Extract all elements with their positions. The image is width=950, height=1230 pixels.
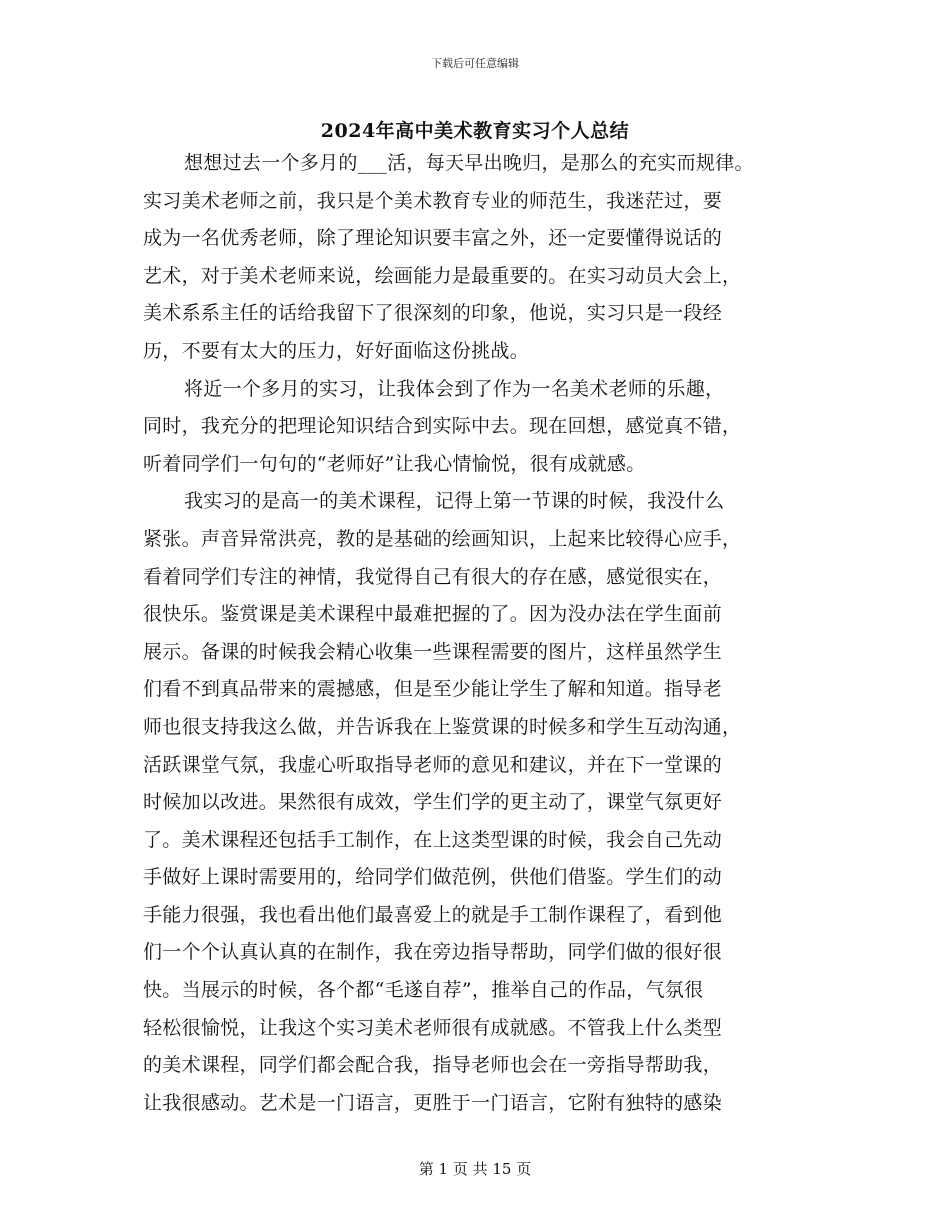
body-line: 紧张。声音异常洪亮，教的是基础的绘画知识，上起来比较得心应手， (143, 527, 742, 550)
body-line: 艺术，对于美术老师来说，绘画能力是最重要的。在实习动员大会上， (143, 264, 742, 287)
body-line: 的美术课程，同学们都会配合我，指导老师也会在一旁指导帮助我， (143, 1054, 723, 1077)
body-line: 手做好上课时需要用的，给同学们做范例，供他们借鉴。学生们的动 (143, 866, 723, 889)
body-line: 手能力很强，我也看出他们最喜爱上的就是手工制作课程了，看到他 (143, 903, 723, 926)
body-line: 轻松很愉悦，让我这个实习美术老师很有成就感。不管我上什么类型 (143, 1016, 723, 1039)
body-line: 实习美术老师之前，我只是个美术教育专业的师范生，我迷茫过，要 (143, 189, 723, 212)
body-line: 看着同学们专注的神情，我觉得自己有很大的存在感，感觉很实在， (143, 565, 723, 588)
page-number-footer: 第 1 页 共 15 页 (418, 1160, 532, 1178)
body-line: 将近一个多月的实习，让我体会到了作为一名美术老师的乐趣， (184, 377, 725, 400)
body-line: 们看不到真品带来的震撼感，但是至少能让学生了解和知道。指导老 (143, 678, 723, 701)
body-line: 们一个个认真认真的在制作，我在旁边指导帮助，同学们做的很好很 (143, 941, 723, 964)
body-line: 让我很感动。艺术是一门语言，更胜于一门语言，它附有独特的感染 (143, 1091, 723, 1114)
body-line: 很快乐。鉴赏课是美术课程中最难把握的了。因为没办法在学生面前 (143, 603, 723, 626)
body-line: 历，不要有太大的压力，好好面临这份挑战。 (143, 339, 530, 362)
document-body (143, 145, 863, 1122)
body-line: 活跃课堂气氛，我虚心听取指导老师的意见和建议，并在下一堂课的 (143, 753, 723, 776)
body-line: 成为一名优秀老师，除了理论知识要丰富之外，还一定要懂得说话的 (143, 227, 723, 250)
body-line: 美术系系主任的话给我留下了很深刻的印象，他说，实习只是一段经 (143, 302, 723, 325)
page-header-note: 下载后可任意编辑 (431, 57, 519, 70)
body-line: 时候加以改进。果然很有成效，学生们学的更主动了，课堂气氛更好 (143, 791, 723, 814)
document-title: 2024年高中美术教育实习个人总结 (320, 120, 630, 142)
body-line: 同时，我充分的把理论知识结合到实际中去。现在回想，感觉真不错， (143, 415, 742, 438)
body-line: 快。当展示的时候，各个都“毛遂自荐”，推举自己的作品，气氛很 (143, 979, 704, 1002)
body-line: 师也很支持我这么做，并告诉我在上鉴赏课的时候多和学生互动沟通， (143, 715, 742, 738)
body-line: 听着同学们一句句的“老师好”让我心情愉悦，很有成就感。 (143, 452, 646, 475)
body-line: 想想过去一个多月的___活，每天早出晚归，是那么的充实而规律。 (184, 152, 754, 174)
body-line: 了。美术课程还包括手工制作，在上这类型课的时候，我会自己先动 (143, 828, 723, 851)
body-line: 展示。备课的时候我会精心收集一些课程需要的图片，这样虽然学生 (143, 640, 723, 663)
body-line: 我实习的是高一的美术课程，记得上第一节课的时候，我没什么 (184, 490, 725, 513)
